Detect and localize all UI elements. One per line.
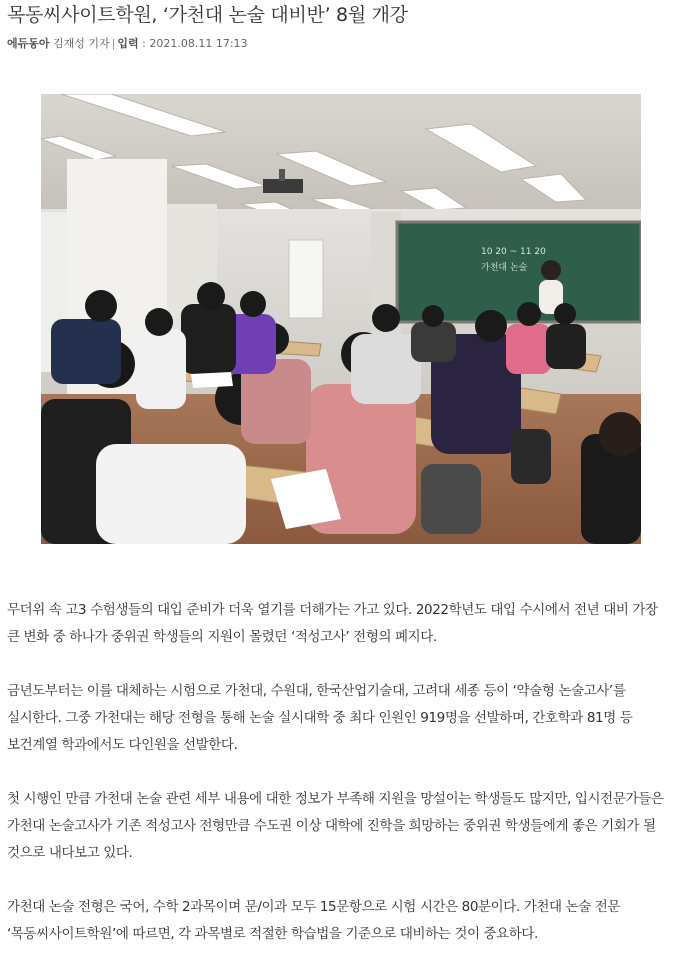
article-title: 목동씨사이트학원, ‘가천대 논술 대비반’ 8월 개강 bbox=[7, 4, 408, 26]
meta-separator: | bbox=[111, 37, 116, 50]
article-paragraph: 첫 시행인 만큼 가천대 논술 관련 세부 내용에 대한 정보가 부족해 지원을 망설이는 학생들도 많지만, 입시전문가들은 가천대 논술고사가 기존 적성고사 전형만큼 수도권 이상 대학에 진학을 희망하는 중위권 학생들에게 좋은 기회가 될 것으로 내다보고 있다. bbox=[7, 791, 664, 861]
classroom-photo-illustration bbox=[41, 94, 641, 544]
article-photo bbox=[41, 94, 641, 544]
backpack bbox=[421, 464, 481, 534]
date-label: 입력 bbox=[117, 37, 139, 50]
projector bbox=[263, 179, 303, 193]
chalkboard-text-2: 가천대 논술 bbox=[481, 263, 528, 273]
source-brand[interactable]: 에듀동아 bbox=[7, 37, 50, 50]
article-meta bbox=[7, 34, 677, 54]
article-paragraph: 가천대 논술 전형은 국어, 수학 2과목이며 문/이과 모두 15문항으로 시험 시간은 80분이다. 가천대 논술 전문 ‘목동씨사이트학원’에 따르면, 각 과목별로 적절한 학습법을 기준으로 대비하는 것이 중요하다. bbox=[7, 899, 620, 942]
teacher-head bbox=[541, 260, 561, 280]
chalkboard-text-1: 10 20 ~ 11 20 bbox=[481, 247, 546, 257]
publish-date: 2021.08.11 17:13 bbox=[149, 37, 248, 50]
air-conditioner bbox=[289, 240, 323, 318]
article-paragraph: 무더위 속 고3 수험생들의 대입 준비가 더욱 열기를 더해가는 가고 있다. 2022학년도 대입 수시에서 전년 대비 가장 큰 변화 중 하나가 중위권 학생들의 지원이 몰렸던 ‘적성고사’ 전형의 폐지다. bbox=[7, 602, 658, 645]
article-body bbox=[7, 597, 671, 975]
author-name: 김재성 기자 bbox=[53, 37, 110, 50]
date-separator: : bbox=[138, 37, 150, 50]
backpack bbox=[511, 429, 551, 484]
article-paragraph: 금년도부터는 이를 대체하는 시험으로 가천대, 수원대, 한국산업기술대, 고려대 세종 등이 ‘약술형 논술고사’를 실시한다. 그중 가천대는 해당 전형을 통해 논술 실시대학 중 최다 인원인 919명을 선발하며, 간호학과 81명 등 보건계열 학과에서도 다인원을 선발한다. bbox=[7, 683, 633, 753]
exam-paper bbox=[191, 372, 233, 388]
